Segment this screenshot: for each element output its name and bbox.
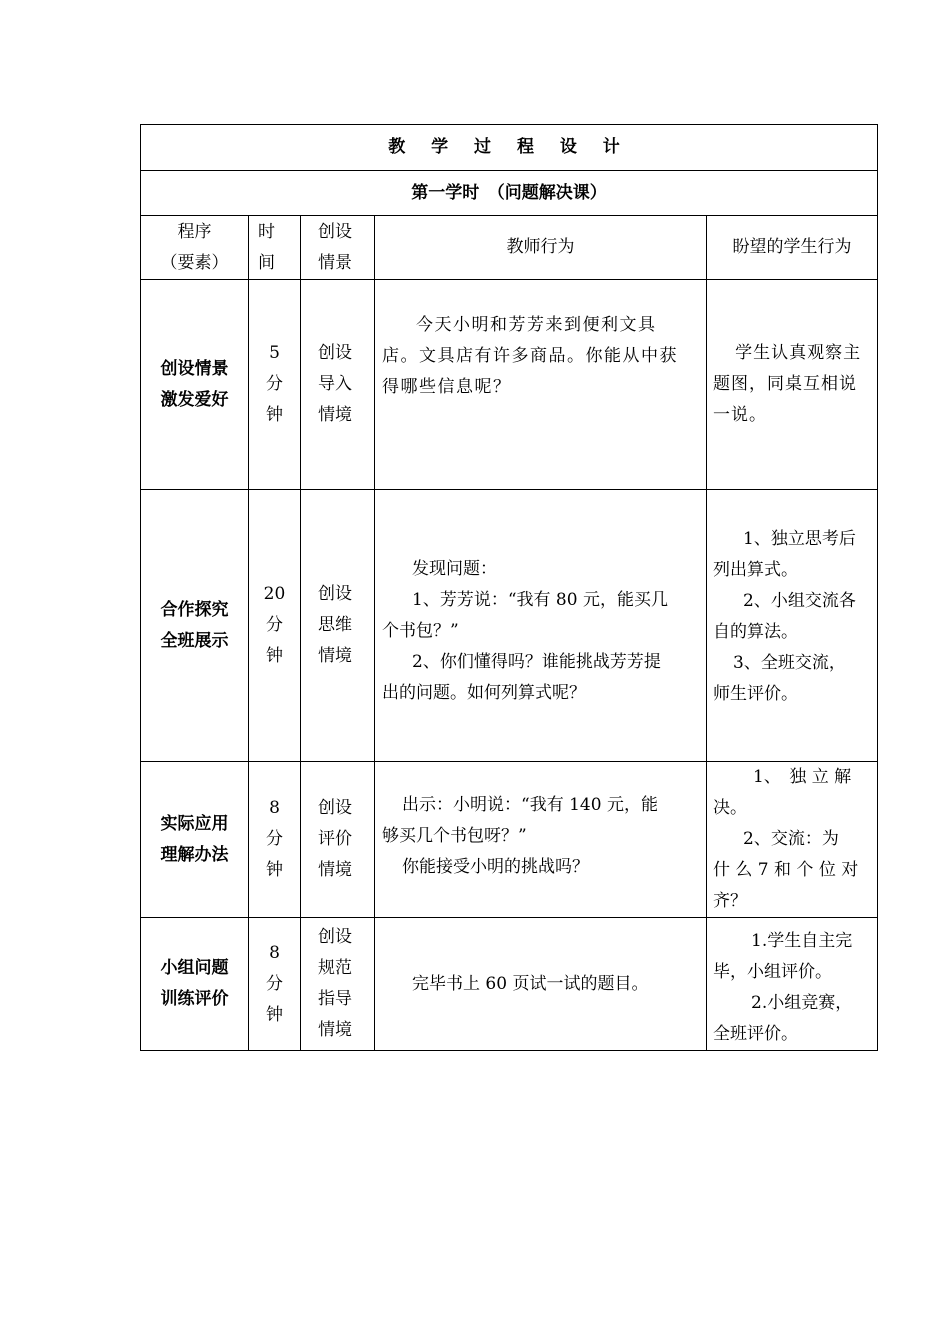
stage-line1: 小组问题 <box>160 958 229 978</box>
stage-line2: 全班展示 <box>160 630 229 651</box>
student-cell <box>707 490 878 762</box>
teacher-line: 1、芳芳说：“我有 80 元，能买几 <box>412 590 668 610</box>
table-row <box>141 918 878 1051</box>
time-unit-2: 钟 <box>266 405 283 425</box>
scene-line: 创设 <box>318 343 352 363</box>
header-time-line1: 时 <box>258 221 275 242</box>
header-procedure <box>141 216 249 280</box>
scene-line: 规范 <box>318 958 352 978</box>
scene-line: 创设 <box>318 927 352 947</box>
time-unit-1: 分 <box>266 973 283 994</box>
student-line: 齐？ <box>713 891 747 911</box>
time-cell <box>249 490 301 762</box>
stage-line2: 训练评价 <box>160 989 229 1009</box>
teacher-cell <box>375 762 707 918</box>
student-line: 1、独立思考后 <box>743 529 856 549</box>
scene-line: 情境 <box>318 860 352 880</box>
header-time-line2: 间 <box>258 252 275 273</box>
time-cell <box>249 918 301 1051</box>
time-unit-2: 钟 <box>266 646 283 666</box>
student-line: 决。 <box>713 798 747 818</box>
time-unit-1: 分 <box>266 829 283 849</box>
teacher-cell <box>375 918 707 1051</box>
teacher-cell <box>375 490 707 762</box>
stage-line2: 激发爱好 <box>160 389 229 410</box>
teacher-line: 你能接受小明的挑战吗？ <box>402 857 589 877</box>
teacher-line: 出示：小明说：“我有 140 元，能 <box>402 795 658 815</box>
header-teacher: 教师行为 <box>375 216 707 280</box>
student-line: 题图，同桌互相说 <box>713 374 857 394</box>
table-row <box>141 280 878 490</box>
time-unit-2: 钟 <box>266 860 283 880</box>
header-student: 盼望的学生行为 <box>707 216 878 280</box>
header-time <box>249 216 301 280</box>
time-unit-1: 分 <box>266 374 283 394</box>
teacher-line: 个书包？” <box>382 621 459 641</box>
teacher-line: 出的问题。如何列算式呢？ <box>382 683 586 703</box>
header-scene-line1: 创设 <box>318 221 352 242</box>
table-title: 教 学 过 程 设 计 <box>141 125 878 171</box>
time-value: 5 <box>269 343 280 363</box>
scene-line: 思维 <box>318 615 352 635</box>
time-unit-2: 钟 <box>266 1004 283 1025</box>
stage-cell <box>141 762 249 918</box>
student-cell <box>707 918 878 1051</box>
lesson-plan-table <box>140 124 878 1051</box>
teacher-line: 得哪些信息呢？ <box>382 377 512 397</box>
scene-line: 情境 <box>318 1020 352 1040</box>
teacher-line: 今天小明和芳芳来到便利文具 <box>416 315 657 335</box>
scene-cell <box>301 762 375 918</box>
scene-line: 评价 <box>318 829 352 849</box>
scene-line: 情境 <box>318 646 352 666</box>
student-line: 全班评价。 <box>713 1024 798 1044</box>
scene-line: 创设 <box>318 584 352 604</box>
stage-line1: 合作探究 <box>160 599 229 620</box>
table-row <box>141 762 878 918</box>
header-row <box>141 216 878 280</box>
student-cell <box>707 762 878 918</box>
student-line: 3、全班交流， <box>733 653 846 673</box>
header-scene <box>301 216 375 280</box>
student-line: 学生认真观察主 <box>735 343 862 363</box>
student-line: 一说。 <box>713 405 767 425</box>
scene-line: 指导 <box>318 989 352 1009</box>
scene-line: 情境 <box>318 405 352 425</box>
header-scene-line2: 情景 <box>318 252 352 273</box>
student-line: 师生评价。 <box>713 684 798 704</box>
scene-cell <box>301 918 375 1051</box>
student-cell <box>707 280 878 490</box>
teacher-line: 够买几个书包呀？” <box>382 826 527 846</box>
header-procedure-line2: （要素） <box>160 252 229 273</box>
scene-cell <box>301 490 375 762</box>
teacher-line: 2、你们懂得吗？谁能挑战芳芳提 <box>412 652 661 672</box>
table-row <box>141 490 878 762</box>
scene-line: 导入 <box>318 374 352 394</box>
time-value: 20 <box>263 584 286 604</box>
student-line: 毕，小组评价。 <box>713 962 832 982</box>
lesson-subtitle: 第一学时 （问题解决课） <box>141 171 878 216</box>
student-line: 自的算法。 <box>713 622 798 642</box>
time-value: 8 <box>269 942 280 963</box>
header-procedure-line1: 程序 <box>177 221 212 242</box>
stage-line2: 理解办法 <box>160 844 229 865</box>
teacher-line: 完毕书上 60 页试一试的题目。 <box>412 973 649 994</box>
student-line: 列出算式。 <box>713 560 798 580</box>
time-cell <box>249 280 301 490</box>
teacher-line: 发现问题： <box>412 559 497 579</box>
teacher-cell <box>375 280 707 490</box>
student-line: 2、小组交流各 <box>743 591 856 611</box>
stage-cell <box>141 280 249 490</box>
scene-line: 创设 <box>318 798 352 818</box>
scene-cell <box>301 280 375 490</box>
time-cell <box>249 762 301 918</box>
teacher-line: 店。文具店有许多商品。你能从中获 <box>382 346 678 366</box>
student-line: 1.学生自主完 <box>751 931 853 951</box>
time-value: 8 <box>269 798 280 818</box>
time-unit-1: 分 <box>266 615 283 635</box>
student-line: 1、 独 立 解 <box>753 767 852 787</box>
stage-cell <box>141 918 249 1051</box>
student-line: 2.小组竞赛， <box>751 993 853 1013</box>
student-line: 2、交流：为 <box>743 829 839 849</box>
student-line: 什 么 7 和 个 位 对 <box>713 860 859 880</box>
stage-cell <box>141 490 249 762</box>
stage-line1: 创设情景 <box>160 358 229 379</box>
stage-line1: 实际应用 <box>160 813 229 834</box>
